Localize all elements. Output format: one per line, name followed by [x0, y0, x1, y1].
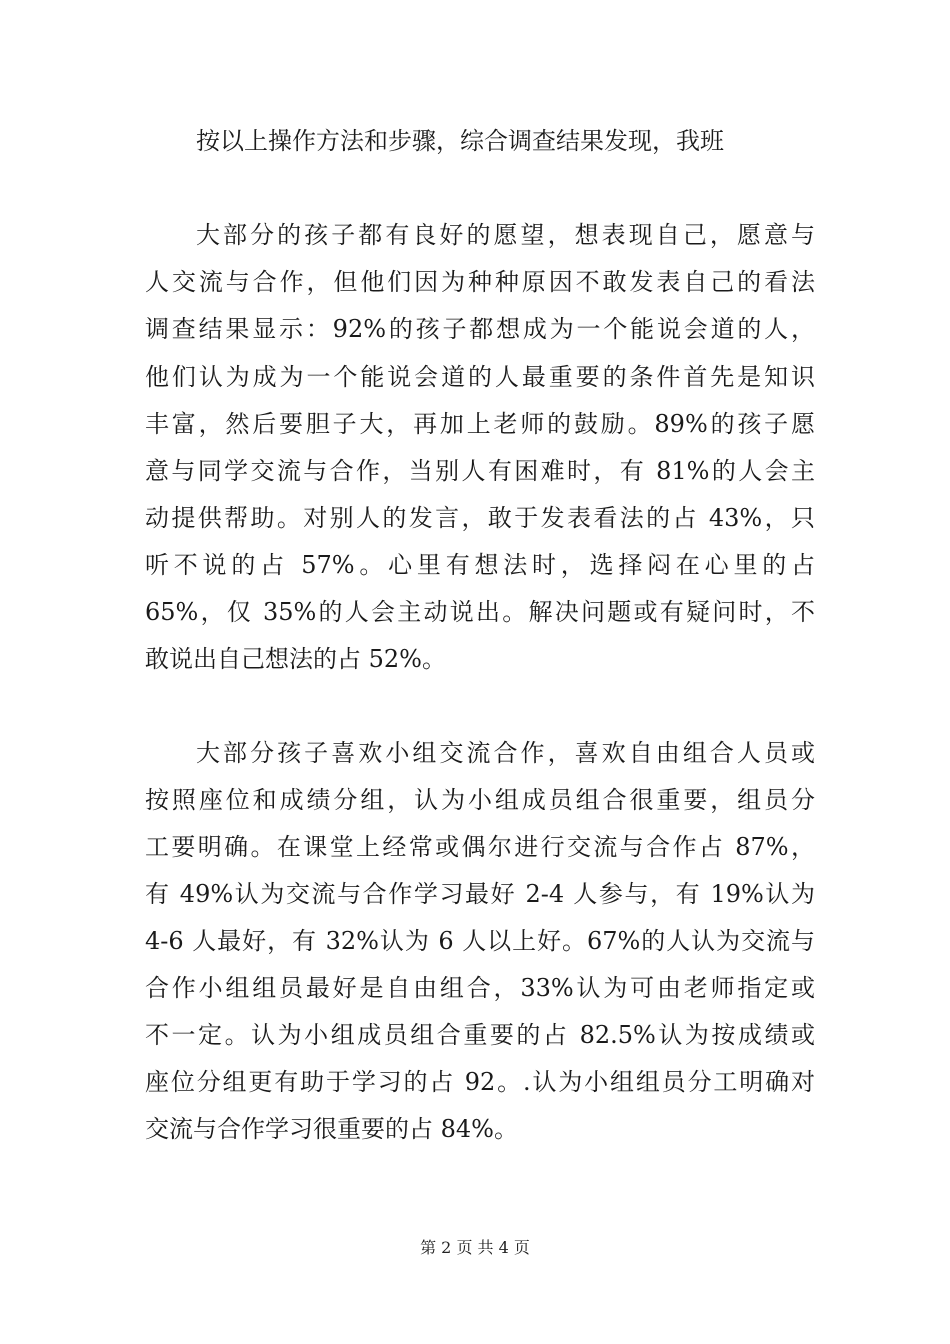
section-heading: 按以上操作方法和步骤，综合调查结果发现，我班 [196, 127, 724, 155]
paragraph-line: 座位分组更有助于学习的占 92。.认为小组组员分工明确对 [145, 1068, 815, 1096]
paragraph-line: 4-6 人最好，有 32%认为 6 人以上好。67%的人认为交流与 [145, 927, 815, 955]
paragraph-line: 按照座位和成绩分组，认为小组成员组合很重要，组员分 [145, 786, 815, 814]
page-number-footer: 第 2 页 共 4 页 [420, 1238, 530, 1257]
paragraph-line: 敢说出自己想法的占 52%。 [145, 645, 446, 673]
paragraph-line: 人交流与合作，但他们因为种种原因不敢发表自己的看法 [145, 268, 815, 296]
paragraph-line: 他们认为成为一个能说会道的人最重要的条件首先是知识 [145, 363, 815, 391]
paragraph-line: 有 49%认为交流与合作学习最好 2-4 人参与，有 19%认为 [145, 880, 815, 908]
paragraph-line: 工要明确。在课堂上经常或偶尔进行交流与合作占 87%， [145, 833, 815, 861]
paragraph-line: 调查结果显示：92%的孩子都想成为一个能说会道的人， [145, 315, 815, 343]
paragraph-line: 合作小组组员最好是自由组合，33%认为可由老师指定或 [145, 974, 815, 1002]
paragraph-line: 意与同学交流与合作，当别人有困难时，有 81%的人会主 [145, 457, 815, 485]
paragraph-line: 不一定。认为小组成员组合重要的占 82.5%认为按成绩或 [145, 1021, 815, 1049]
paragraph-line: 动提供帮助。对别人的发言，敢于发表看法的占 43%，只 [145, 504, 815, 532]
paragraph-line: 大部分孩子喜欢小组交流合作，喜欢自由组合人员或 [196, 739, 815, 767]
paragraph-line: 丰富，然后要胆子大，再加上老师的鼓励。89%的孩子愿 [145, 410, 815, 438]
paragraph-line: 65%，仅 35%的人会主动说出。解决问题或有疑问时，不 [145, 598, 815, 626]
paragraph-line: 听不说的占 57%。心里有想法时，选择闷在心里的占 [145, 551, 815, 579]
paragraph-line: 交流与合作学习很重要的占 84%。 [145, 1115, 518, 1143]
paragraph-line: 大部分的孩子都有良好的愿望，想表现自己，愿意与 [196, 221, 815, 249]
